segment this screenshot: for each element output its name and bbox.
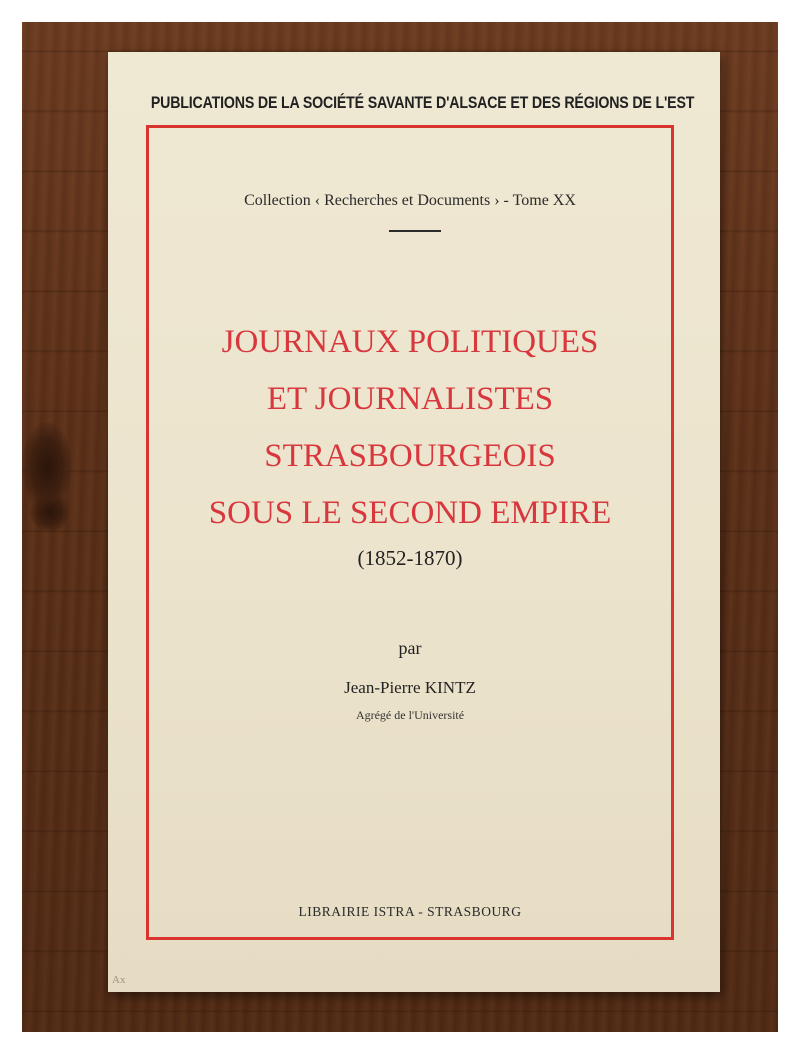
collection-line: Collection ‹ Recherches et Documents › - Tome XX <box>244 192 576 209</box>
book-title <box>149 314 671 542</box>
series-title: PUBLICATIONS DE LA SOCIÉTÉ SAVANTE D'ALSACE ET DES RÉGIONS DE L'EST <box>150 94 695 112</box>
wood-knot <box>30 492 70 532</box>
book-cover <box>108 52 720 992</box>
by-word: par <box>398 638 422 658</box>
title-line: JOURNAUX POLITIQUES <box>221 324 599 360</box>
publisher-line: LIBRAIRIE ISTRA - STRASBOURG <box>298 904 522 919</box>
date-range: (1852-1870) <box>357 546 463 570</box>
pencil-mark: Ax <box>112 974 126 986</box>
author-affiliation: Agrégé de l'Université <box>355 708 465 722</box>
author-name: Jean-Pierre KINTZ <box>344 678 476 697</box>
title-line: STRASBOURGEOIS <box>264 438 556 474</box>
book-photo <box>22 22 778 1032</box>
title-line: ET JOURNALISTES <box>266 381 554 417</box>
divider-rule <box>389 230 441 232</box>
red-border-frame <box>146 125 674 940</box>
title-line: SOUS LE SECOND EMPIRE <box>208 495 612 531</box>
